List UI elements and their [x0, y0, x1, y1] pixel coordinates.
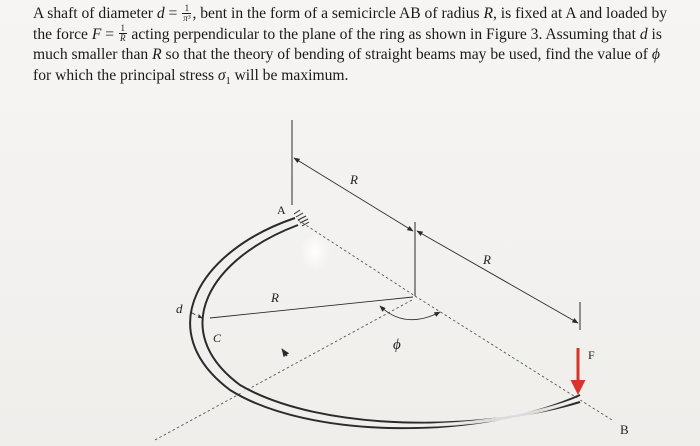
dotted-line-A-to-center — [298, 220, 415, 296]
label-C: C — [213, 331, 222, 345]
label-R-mid: R — [271, 290, 279, 305]
shaft-fill — [196, 222, 580, 426]
fraction-denominator: R — [120, 33, 126, 44]
equals-sign: = — [101, 25, 118, 43]
dotted-lines — [155, 220, 612, 440]
shaft-inner-edge — [202, 225, 580, 423]
fraction-denominator: π³ — [183, 12, 191, 23]
label-B: B — [620, 422, 629, 437]
sigma-subscript: 1 — [225, 75, 231, 87]
fraction-numerator: 1 — [182, 4, 191, 14]
text-fixed-at-A: , is fixed at A and loaded by — [493, 5, 668, 22]
text-acting-perpendicular: acting perpendicular to the plane of the ring as shown in Figure 3. Assuming that — [127, 25, 640, 43]
text-much-smaller: much smaller than — [33, 46, 153, 63]
symbol-R: R — [483, 5, 493, 22]
text-theory-of-bending: so that the theory of bending of straight beams may be used, find the value of — [161, 46, 652, 63]
label-F: F — [588, 348, 595, 362]
symbol-R: R — [152, 46, 162, 63]
label-R-right: R — [483, 252, 491, 267]
dimension-R-radius — [210, 297, 413, 318]
text-is: is — [647, 25, 662, 43]
dimension-R-right — [417, 231, 578, 323]
text-principal-stress: for which the principal stress — [33, 66, 218, 84]
symbol-d: d — [639, 25, 648, 43]
cross-section-pointer — [282, 349, 287, 356]
symbol-sigma: σ — [217, 66, 226, 84]
symbol-F: F — [91, 25, 102, 43]
equals-sign: = — [164, 5, 182, 22]
symbol-phi: ϕ — [651, 46, 660, 63]
phi-angle-arc — [380, 306, 440, 320]
label-phi: ϕ — [393, 337, 401, 353]
text-bent-semicircle: , bent in the form of a semicircle AB of radius — [192, 5, 484, 22]
dotted-line-center-to-B — [415, 296, 612, 420]
fixed-support-A — [294, 210, 309, 226]
text-will-be-maximum: will be maximum. — [230, 66, 349, 84]
text-the-force: the force — [33, 25, 92, 43]
dimension-R-top — [294, 158, 413, 231]
symbol-d: d — [156, 5, 165, 22]
dotted-line-lower-left — [155, 300, 412, 440]
text-shaft-diameter: A shaft of diameter — [33, 5, 157, 22]
label-d: d — [176, 301, 183, 316]
label-R-top: R — [350, 172, 358, 187]
semicircle-shaft — [190, 218, 580, 428]
vertical-reference-lines — [292, 120, 580, 330]
fraction-numerator: 1 — [120, 23, 125, 34]
label-A: A — [277, 203, 286, 217]
